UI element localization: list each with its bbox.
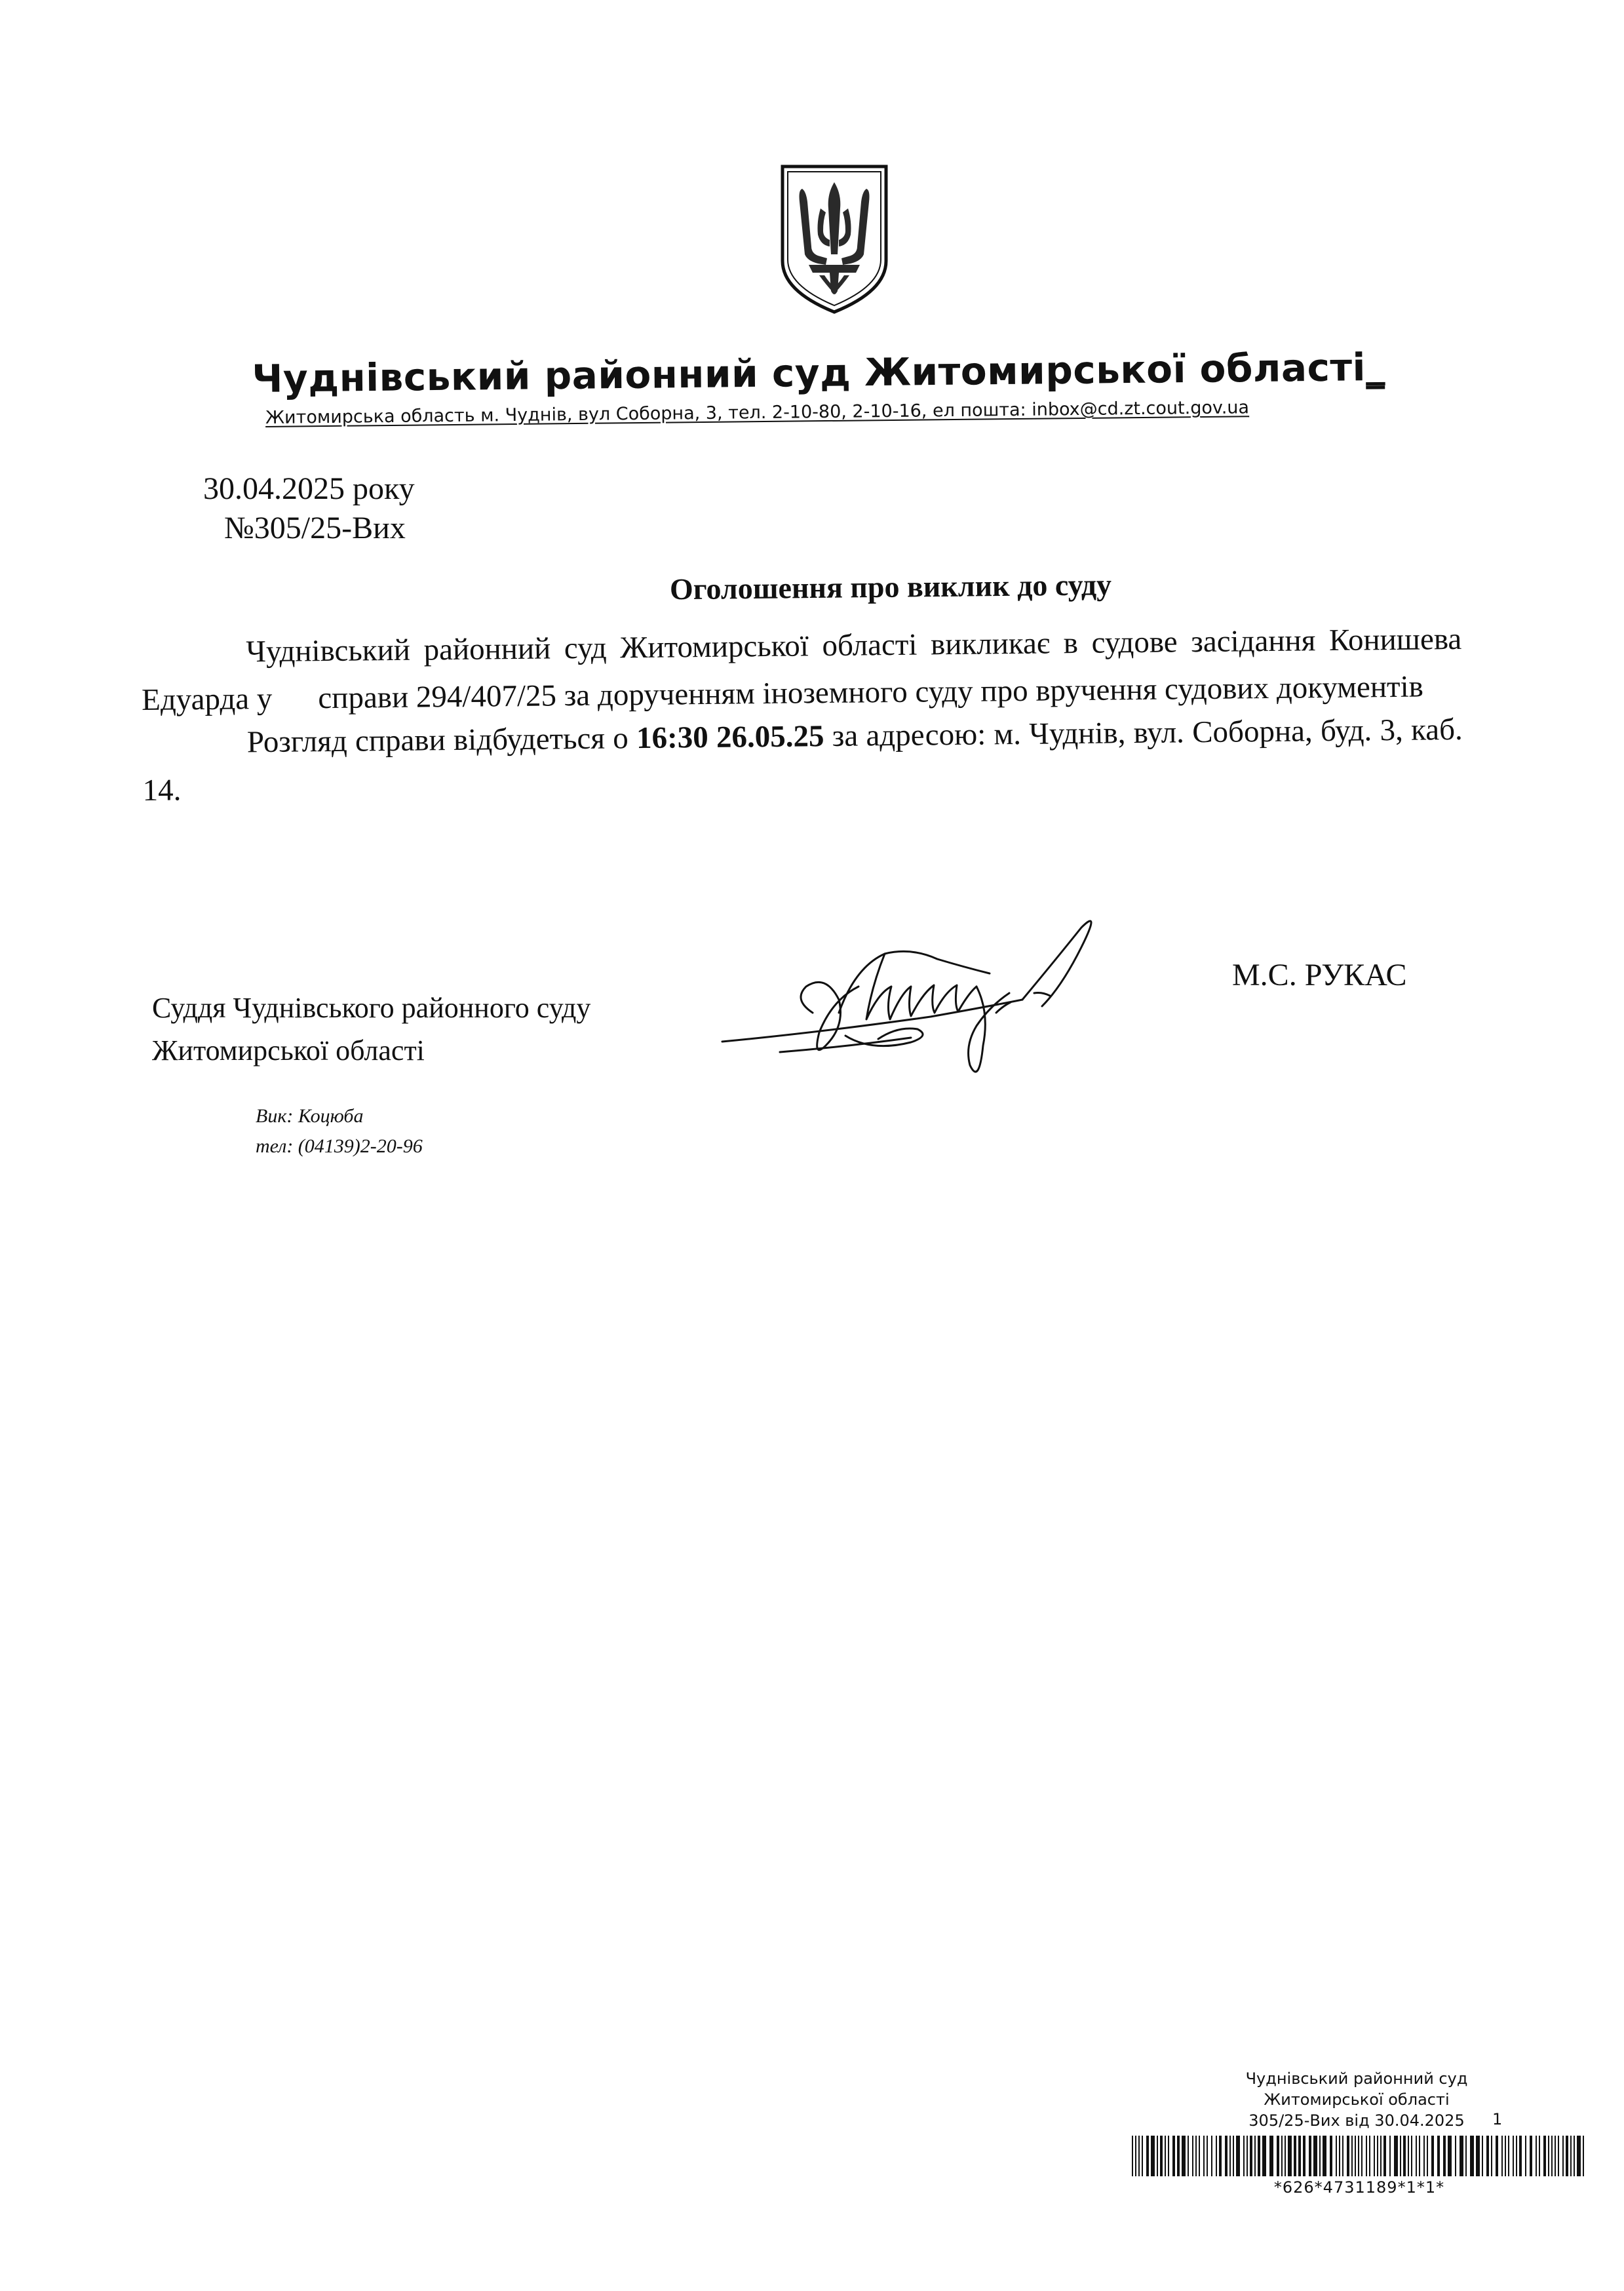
barcode-bar	[1168, 2136, 1169, 2176]
barcode-bar	[1225, 2136, 1228, 2176]
barcode-bar	[1361, 2136, 1363, 2176]
barcode-bar	[1216, 2136, 1217, 2176]
barcode-bar	[1366, 2136, 1367, 2176]
barcode-bar	[1536, 2136, 1537, 2176]
barcode-bar	[1377, 2136, 1378, 2176]
barcode-bar	[1339, 2136, 1340, 2176]
barcode-bar	[1383, 2136, 1386, 2176]
judge-title-line2: Житомирської області	[152, 1034, 425, 1067]
barcode-bar	[1558, 2136, 1559, 2176]
barcode-bar	[1496, 2136, 1498, 2176]
barcode-bar	[1486, 2136, 1489, 2176]
barcode-bar	[1269, 2136, 1273, 2176]
executor-phone: тел: (04139)2-20-96	[256, 1135, 423, 1157]
barcode-bar	[1374, 2136, 1375, 2176]
barcode-bar	[1219, 2136, 1222, 2176]
barcode-bar	[1309, 2136, 1311, 2176]
barcode-bar	[1160, 2136, 1163, 2176]
barcode-bar	[1583, 2136, 1584, 2176]
barcode-bar	[1423, 2136, 1425, 2176]
barcode-bar	[1443, 2136, 1446, 2176]
barcode-bar	[1243, 2136, 1245, 2176]
summons-text-part1: Чуднівський районний суд Житомирської області викликає в судове засідання Конишева Едуарда у	[141, 621, 1462, 717]
barcode-bar	[1516, 2136, 1517, 2176]
barcode-bar	[1188, 2136, 1189, 2176]
barcode-bar	[1285, 2136, 1286, 2176]
barcode-bar	[1262, 2136, 1266, 2176]
barcode-bar	[1416, 2136, 1417, 2176]
barcode-bar	[1294, 2136, 1296, 2176]
barcode-bar	[1555, 2136, 1556, 2176]
barcode-bar	[1319, 2136, 1321, 2176]
barcode-bar	[1303, 2136, 1305, 2176]
reg-page-number: 1	[1492, 2110, 1503, 2128]
barcode-bar	[1566, 2136, 1568, 2176]
barcode-bar	[1482, 2136, 1483, 2176]
barcode-bar	[1513, 2136, 1514, 2176]
barcode-bar	[1562, 2136, 1564, 2176]
barcode-bar	[1491, 2136, 1492, 2176]
court-name: Чуднівський районний суд Житомирської області	[252, 345, 1366, 401]
barcode-bar	[1199, 2136, 1200, 2176]
barcode-bar	[1229, 2136, 1231, 2176]
barcode-bar	[1431, 2136, 1434, 2176]
barcode-bar	[1195, 2136, 1197, 2176]
barcode-bar	[1165, 2136, 1166, 2176]
hearing-text-after: за адресою: м. Чуднів, вул. Соборна, буд. 3, каб. 14.	[142, 712, 1463, 808]
hearing-datetime: 16:30 26.05.25	[636, 719, 824, 756]
barcode-bar	[1247, 2136, 1248, 2176]
barcode-bar	[1437, 2136, 1440, 2176]
barcode-bar	[1330, 2136, 1332, 2176]
handwritten-signature	[714, 901, 1134, 1098]
court-address: Житомирська область м. Чуднів, вул Соборна, 3, тел. 2-10-80, 2-10-16, ел пошта: inbox@cd.zt.cout.gov.ua	[265, 397, 1250, 428]
barcode-bar	[1543, 2136, 1546, 2176]
judge-name: М.С. РУКАС	[1232, 958, 1407, 992]
barcode-bar	[1460, 2136, 1463, 2176]
barcode-bar	[1570, 2136, 1572, 2176]
barcode-bar	[1172, 2136, 1175, 2176]
barcode-bar	[1233, 2136, 1234, 2176]
barcode-bar	[1501, 2136, 1503, 2176]
barcode-bar	[1281, 2136, 1283, 2176]
barcode-bar	[1530, 2136, 1532, 2176]
executor-info	[256, 1101, 423, 1162]
document-body	[141, 616, 1463, 814]
barcode-bar	[1400, 2136, 1401, 2176]
barcode-bar	[1138, 2136, 1140, 2176]
barcode-bar	[1394, 2136, 1398, 2176]
barcode-bar	[1380, 2136, 1382, 2176]
document-number: №305/25-Вих	[224, 511, 406, 545]
barcode-bar	[1203, 2136, 1205, 2176]
reg-court-line2: Житомирської області	[1264, 2090, 1450, 2109]
barcode-bar	[1258, 2136, 1260, 2176]
reg-court-line1: Чуднівський районний суд	[1245, 2069, 1468, 2088]
barcode-bar	[1313, 2136, 1317, 2176]
barcode-bar	[1548, 2136, 1549, 2176]
barcode-bar	[1427, 2136, 1428, 2176]
barcode	[1131, 2136, 1588, 2176]
barcode-bar	[1369, 2136, 1370, 2176]
barcode-bar	[1476, 2136, 1480, 2176]
barcode-bar	[1157, 2136, 1158, 2176]
barcode-bar	[1192, 2136, 1193, 2176]
barcode-bar	[1182, 2136, 1186, 2176]
barcode-bar	[1419, 2136, 1420, 2176]
barcode-bar	[1551, 2136, 1553, 2176]
barcode-bar	[1288, 2136, 1292, 2176]
document-date: 30.04.2025 року	[203, 471, 415, 506]
barcode-bar	[1525, 2136, 1526, 2176]
barcode-bar	[1323, 2136, 1326, 2176]
barcode-bar	[1336, 2136, 1337, 2176]
barcode-bar	[1455, 2136, 1456, 2176]
barcode-bar	[1250, 2136, 1252, 2176]
summons-text-part2: справи 294/407/25 за дорученням іноземного суду про вручення судових документів	[318, 669, 1424, 716]
barcode-bar	[1411, 2136, 1412, 2176]
barcode-bar	[1236, 2136, 1240, 2176]
document-heading: Оголошення про виклик до суду	[669, 568, 1112, 606]
barcode-bar	[1351, 2136, 1353, 2176]
barcode-bar	[1470, 2136, 1474, 2176]
barcode-bar	[1539, 2136, 1540, 2176]
barcode-bar	[1403, 2136, 1406, 2176]
barcode-bar	[1358, 2136, 1359, 2176]
barcode-bar	[1207, 2136, 1208, 2176]
barcode-bar	[1277, 2136, 1279, 2176]
barcode-bar	[1135, 2136, 1136, 2176]
barcode-bar	[1151, 2136, 1155, 2176]
reg-number-date: 305/25-Вих від 30.04.2025	[1248, 2111, 1465, 2130]
judge-title-line1: Суддя Чуднівського районного суду	[152, 992, 591, 1024]
barcode-bar	[1465, 2136, 1467, 2176]
barcode-bar	[1342, 2136, 1344, 2176]
barcode-bar	[1408, 2136, 1409, 2176]
hearing-text-before: Розгляд справи відбудеться о	[246, 721, 637, 760]
barcode-bar	[1355, 2136, 1356, 2176]
barcode-bar	[1146, 2136, 1149, 2176]
barcode-bar	[1347, 2136, 1349, 2176]
court-title	[0, 342, 1624, 404]
executor-name: Вик: Коцюба	[256, 1105, 364, 1127]
barcode-bar	[1142, 2136, 1143, 2176]
barcode-bar	[1574, 2136, 1575, 2176]
registration-stamp	[1206, 2068, 1507, 2131]
coat-of-arms-icon	[779, 163, 890, 315]
barcode-bar	[1254, 2136, 1256, 2176]
barcode-bar	[1389, 2136, 1391, 2176]
barcode-bar	[1132, 2136, 1133, 2176]
barcode-bar	[1298, 2136, 1301, 2176]
title-trailing-mark: _	[1365, 344, 1385, 390]
barcode-bar	[1177, 2136, 1180, 2176]
paragraph-hearing	[142, 706, 1463, 814]
barcode-bar	[1508, 2136, 1509, 2176]
barcode-caption: *626*4731189*1*1*	[1273, 2178, 1445, 2197]
barcode-bar	[1519, 2136, 1522, 2176]
judge-title	[152, 987, 590, 1072]
barcode-bar	[1211, 2136, 1212, 2176]
barcode-bar	[1577, 2136, 1581, 2176]
barcode-bar	[1505, 2136, 1506, 2176]
barcode-bar	[1448, 2136, 1452, 2176]
